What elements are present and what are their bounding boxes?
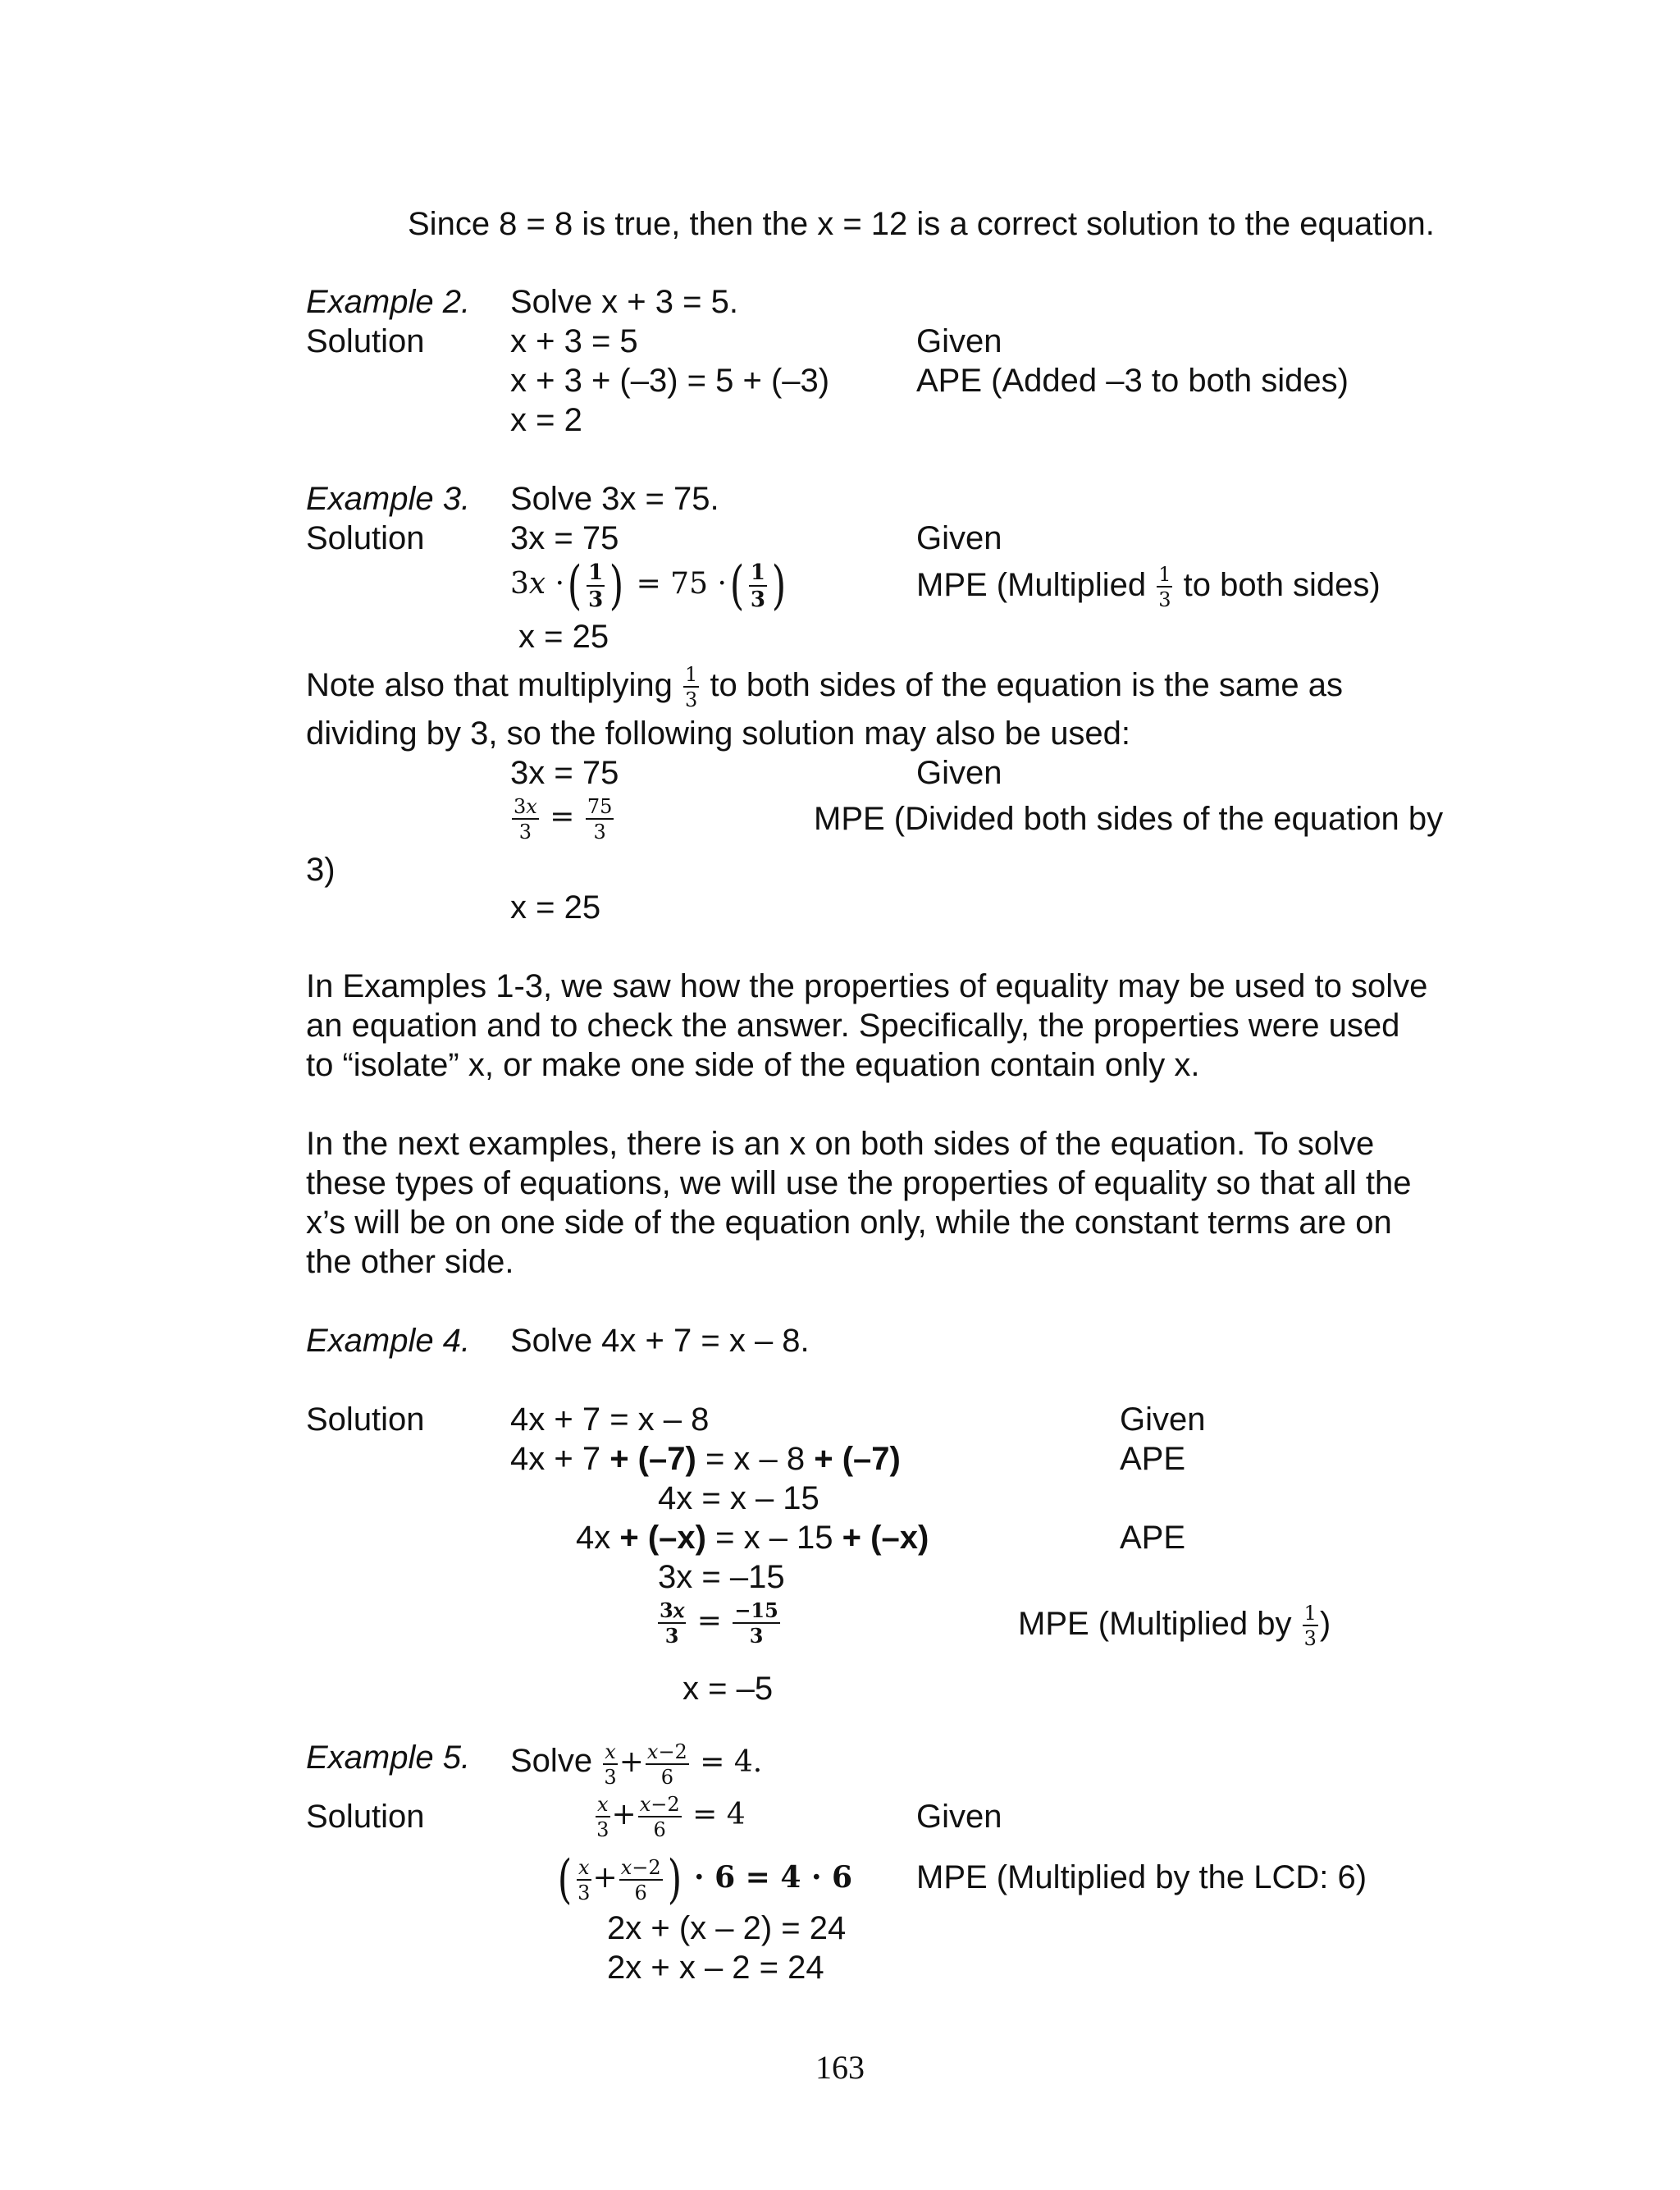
ex4-step-2: 4x + 7 + (–7) = x – 8 + (–7) [510,1441,901,1477]
ex3-note-line-1: Note also that multiplying $\frac{1}{3}$ to both sides of the equation is the same as [306,663,1344,711]
paragraph-1-line-2: an equation and to check the answer. Specifically, the properties were used [306,1008,1400,1044]
ex4-step-5: 3x = –15 [658,1559,785,1595]
ex3-alt-step-2: $\frac{\text{3𝑥}}{3}$ = $\frac{75}{3}$ [514,794,613,844]
ex5-step-3: 2x + (x – 2) = 24 [607,1910,847,1946]
example-5-problem: Solve $\frac{\text{𝑥}}{3}$ + $\frac{\text{𝑥−2}}{6}$ = 4. [510,1740,763,1789]
ex3-alt-reason-1: Given [916,755,1002,791]
intro-sentence: Since 8 = 8 is true, then the x = 12 is a correct solution to the equation. [408,206,1435,242]
ex2-reason-1: Given [916,323,1002,359]
paren-open: ( [567,556,582,616]
fraction-xminus2-over-6: $\frac{\text{𝑥−2}}{6}$ [620,1855,661,1904]
ex4-reason-6: MPE (Multiplied by $\frac{1}{3}$ ) [1018,1602,1331,1650]
fraction-one-third: $\frac{1}{3}$ [685,663,698,711]
ex2-step-2: x + 3 + (–3) = 5 + (–3) [510,363,830,399]
paragraph-2-line-1: In the next examples, there is an x on both sides of the equation. To solve [306,1126,1375,1162]
fraction-x-over-3: $\frac{\text{𝑥}}{3}$ [604,1740,617,1789]
fraction-3x-over-3: $\frac{\text{3𝑥}}{3}$ [514,794,537,844]
ex3-reason-2: MPE (Multiplied $\frac{1}{3}$ to both sides) [916,563,1381,611]
page-number: 163 [815,2049,865,2086]
ex2-step-1: x + 3 = 5 [510,323,638,359]
ex3-step-2-mid: = 75 · [636,567,727,601]
ex3-step-3: x = 25 [518,619,609,655]
ex5-step-4: 2x + x – 2 = 24 [607,1950,824,1986]
example-3-problem: Solve 3x = 75. [510,481,719,517]
fraction-75-over-3: $\frac{75}{3}$ [587,794,613,844]
ex3-alt-step-3: x = 25 [510,889,601,926]
example-2-label: Example 2. [306,284,471,320]
fraction-one-third: $\frac{1}{3}$ [750,560,765,612]
paragraph-1-line-1: In Examples 1-3, we saw how the properties of equality may be used to solve [306,968,1428,1004]
ex3-reason-1: Given [916,520,1002,556]
example-4-solution-label: Solution [306,1401,425,1438]
paren-close: ) [609,556,624,616]
fraction-x-over-3: $\frac{\text{𝑥}}{3}$ [578,1855,591,1904]
paragraph-2-line-2: these types of equations, we will use the properties of equality so that all the [306,1165,1412,1201]
example-4-problem: Solve 4x + 7 = x – 8. [510,1323,810,1359]
example-2-solution-label: Solution [306,323,425,359]
ex4-reason-4: APE [1120,1520,1186,1556]
example-3-label: Example 3. [306,481,471,517]
ex2-reason-2: APE (Added –3 to both sides) [916,363,1349,399]
paragraph-2-line-3: x’s will be on one side of the equation only, while the constant terms are on [306,1205,1392,1241]
ex5-step-1: $\frac{\text{𝑥}}{3}$ + $\frac{\text{𝑥−2}}{6}$ = 4 [596,1792,746,1841]
ex3-alt-reason-2: MPE (Divided both sides of the equation by [814,801,1444,837]
paragraph-1-line-3: to “isolate” x, or make one side of the equation contain only x. [306,1047,1200,1083]
fraction-neg15-over-3: $\frac{-15}{3}$ [734,1598,778,1648]
ex4-step-7: x = –5 [682,1671,774,1707]
ex4-step-4: 4x + (–x) = x – 15 + (–x) [576,1520,929,1556]
ex3-alt-step-1: 3x = 75 [510,755,619,791]
ex3-step-1: 3x = 75 [510,520,619,556]
fraction-one-third: $\frac{1}{3}$ [1158,563,1171,611]
ex5-reason-1: Given [916,1799,1002,1835]
fraction-xminus2-over-6: $\frac{\text{𝑥−2}}{6}$ [646,1740,687,1789]
ex4-reason-1: Given [1120,1401,1206,1438]
example-4-label: Example 4. [306,1323,471,1359]
fraction-x-over-3: $\frac{\text{𝑥}}{3}$ [596,1792,609,1841]
ex2-step-3: x = 2 [510,402,582,438]
fraction-one-third: $\frac{1}{3}$ [1303,1602,1317,1650]
ex4-step-1: 4x + 7 = x – 8 [510,1401,710,1438]
fraction-xminus2-over-6: $\frac{\text{𝑥−2}}{6}$ [639,1792,680,1841]
ex3-step-2-left: 3𝑥 · [510,567,565,601]
ex5-step-2: ( $\frac{\text{𝑥}}{3}$ + $\frac{\text{𝑥−2}}{6}$ ) · 6 = 4 · 6 [557,1849,853,1910]
example-3-solution-label: Solution [306,520,425,556]
ex4-step-6: $\frac{\text{3𝑥}}{3}$ = $\frac{-15}{3}$ [660,1598,778,1648]
ex3-note-line-2: dividing by 3, so the following solution may also be used: [306,716,1131,752]
ex5-reason-2: MPE (Multiplied by the LCD: 6) [916,1859,1367,1895]
fraction-one-third: $\frac{1}{3}$ [588,560,604,612]
example-2-problem: Solve x + 3 = 5. [510,284,738,320]
ex4-step-3: 4x = x – 15 [658,1480,819,1516]
fraction-3x-over-3: $\frac{\text{3𝑥}}{3}$ [660,1598,685,1648]
paragraph-2-line-4: the other side. [306,1244,514,1280]
example-5-label: Example 5. [306,1740,471,1776]
example-5-solution-label: Solution [306,1799,425,1835]
ex4-reason-2: APE [1120,1441,1186,1477]
ex3-step-2: 3𝑥 ·( $\frac{1}{3}$ ) = 75 ·( $\frac{1}{3}$ ) [510,556,787,616]
ex3-alt-reason-2-wrap: 3) [306,852,336,888]
